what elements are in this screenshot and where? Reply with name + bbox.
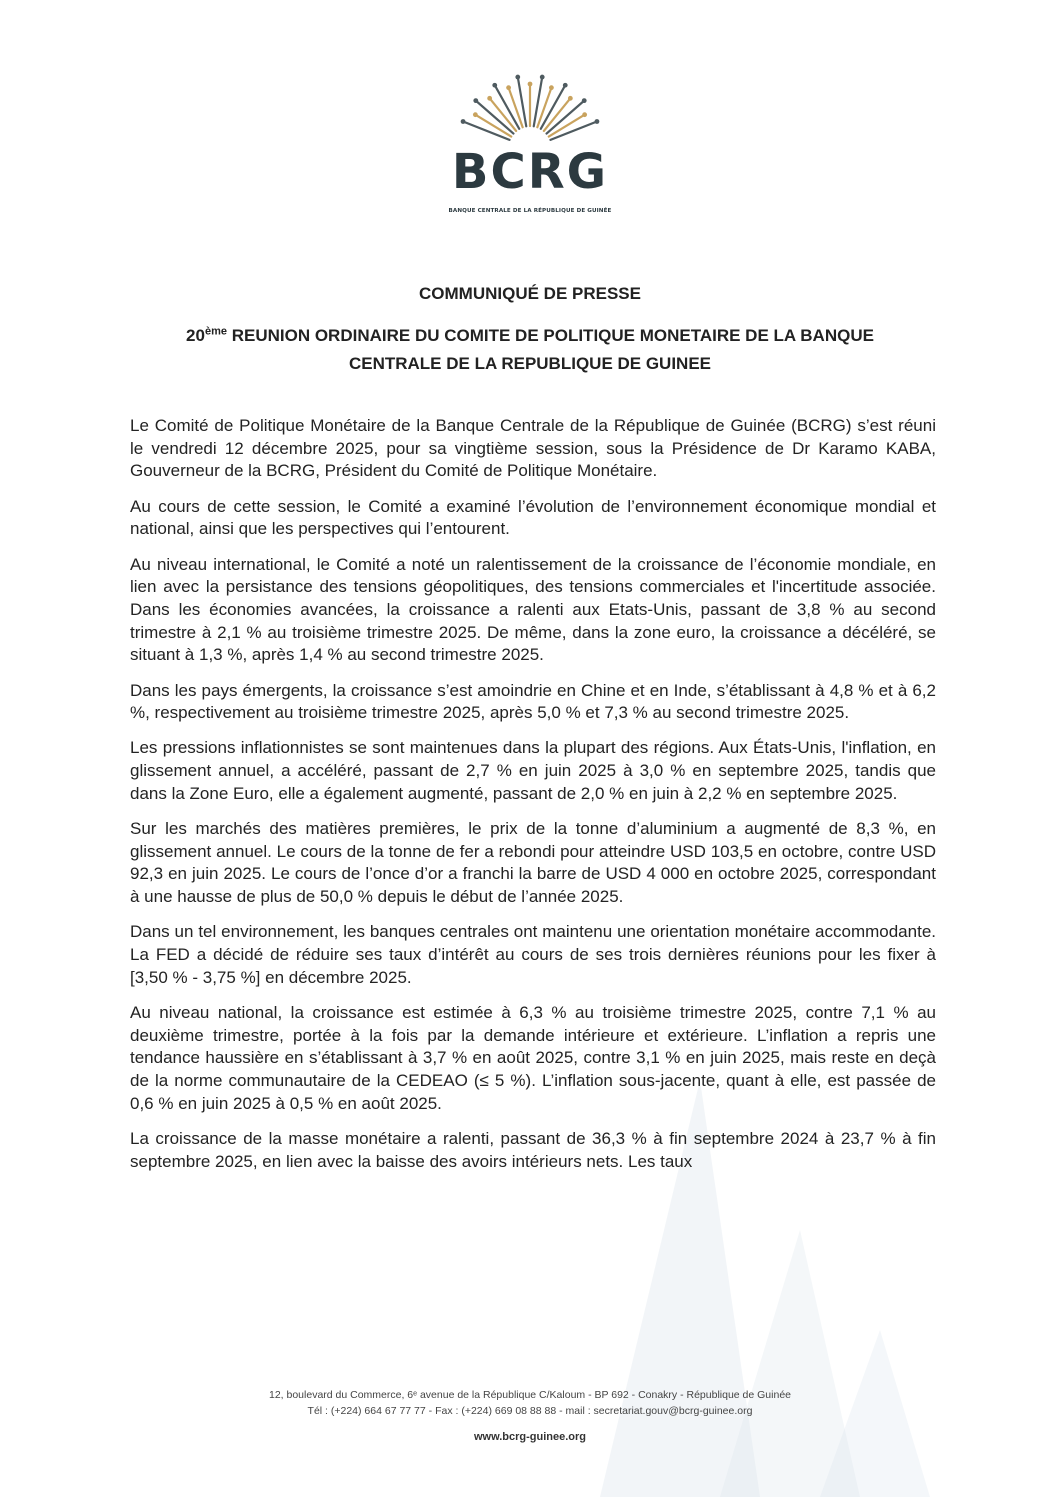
paragraph: Sur les marchés des matières premières, le prix de la tonne d’aluminium a augmenté de 8,3 %, en glissement annuel. Le cours de la tonne de fer a rebondi pour atteindre USD 103,5 en octobre, contre USD 92,3 en juin 2025. Le cours de l’once d’or a franchi la barre de USD 4 000 en octobre 2025, correspondant à une hausse de plus de 50,0 % depuis le début de l’année 2025. <box>130 819 936 907</box>
paragraph: Au niveau international, le Comité a noté un ralentissement de la croissance de l’économie mondiale, en lien avec la persistance des tensions géopolitiques, des tensions commerciales et l'incertitude associée. Dans les économies avancées, la croissance a ralenti aux Etats-Unis, passant de 3,8 % au second trimestre à 2,1 % au troisième trimestre 2025. De même, dans la zone euro, la croissance a décéléré, se situant à 1,3 %, après 1,4 % au second trimestre 2025. <box>130 554 936 665</box>
paragraph: Le Comité de Politique Monétaire de la Banque Centrale de la République de Guinée (BCRG) s’est réuni le vendredi 12 décembre 2025, pour sa vingtième session, sous la Présidence de Dr Karamo KABA, Gouverneur de la BCRG, Président du Comité de Politique Monétaire. <box>130 416 936 481</box>
page-footer <box>0 1387 1060 1445</box>
document-body <box>130 415 936 1186</box>
paragraph: Au niveau national, la croissance est estimée à 6,3 % au troisième trimestre 2025, contre 7,1 % au deuxième trimestre, portée à la fois par la demande intérieure et extérieure. L’inflation a repris une tendance haussière en s’établissant à 3,7 % en août 2025, contre 3,1 % en juin 2025, mais reste en deçà de la norme communautaire de la CEDEAO (≤ 5 %). L’inflation sous-jacente, quant à elle, est passée de 0,6 % en juin 2025 à 0,5 % en août 2025. <box>130 1002 936 1113</box>
title-line-1-text: REUNION ORDINAIRE DU COMITE DE POLITIQUE MONETAIRE DE LA BANQUE <box>226 326 874 345</box>
title-ordinal-suffix: ème <box>204 325 227 338</box>
paragraph: Dans un tel environnement, les banques centrales ont maintenu une orientation monétaire accommodante. La FED a décidé de réduire ses taux d’intérêt au cours de ses trois dernières réunions pour les fixer à [3,50 % - 3,75 %] en décembre 2025. <box>130 922 936 987</box>
footer-address: 12, boulevard du Commerce, 6ᵉ avenue de la République C/Kaloum - BP 692 - Conakry - République de Guinée <box>268 1389 792 1401</box>
paragraph: Au cours de cette session, le Comité a examiné l’évolution de l’environnement économique mondial et national, ainsi que les perspectives qui l’entourent. <box>130 496 936 539</box>
document-title <box>140 322 920 378</box>
footer-contact: Tél : (+224) 664 67 77 77 - Fax : (+224) 669 08 88 88 - mail : secretariat.gouv@bcrg-guinee.org <box>307 1405 753 1417</box>
title-line-2: CENTRALE DE LA REPUBLIQUE DE GUINEE <box>348 354 712 373</box>
logo-text: BCRG <box>451 144 609 200</box>
logo-subtitle: BANQUE CENTRALE DE LA RÉPUBLIQUE DE GUINÉE <box>448 208 612 214</box>
title-line-1 <box>140 322 920 350</box>
document-type: COMMUNIQUÉ DE PRESSE <box>419 284 641 303</box>
paragraph: La croissance de la masse monétaire a ralenti, passant de 36,3 % à fin septembre 2024 à 23,7 % à fin septembre 2025, en lien avec la baisse des avoirs intérieurs nets. Les taux <box>130 1128 936 1171</box>
paragraph: Les pressions inflationnistes se sont maintenues dans la plupart des régions. Aux États-Unis, l'inflation, en glissement annuel, a accéléré, passant de 2,7 % en juin 2025 à 3,0 % en septembre 2025, tandis que dans la Zone Euro, elle a également augmenté, passant de 2,0 % en juin à 2,2 % en septembre 2025. <box>130 738 936 803</box>
title-ordinal: 20 <box>186 326 205 345</box>
footer-website: www.bcrg-guinee.org <box>473 1431 587 1443</box>
paragraph: Dans les pays émergents, la croissance s’est amoindrie en Chine et en Inde, s’établissant à 4,8 % et à 6,2 %, respectivement au troisième trimestre 2025, après 5,0 % et 7,3 % au second trimestre 2025. <box>130 680 936 723</box>
logo-rays-icon <box>430 70 630 150</box>
bcrg-logo <box>430 70 630 230</box>
